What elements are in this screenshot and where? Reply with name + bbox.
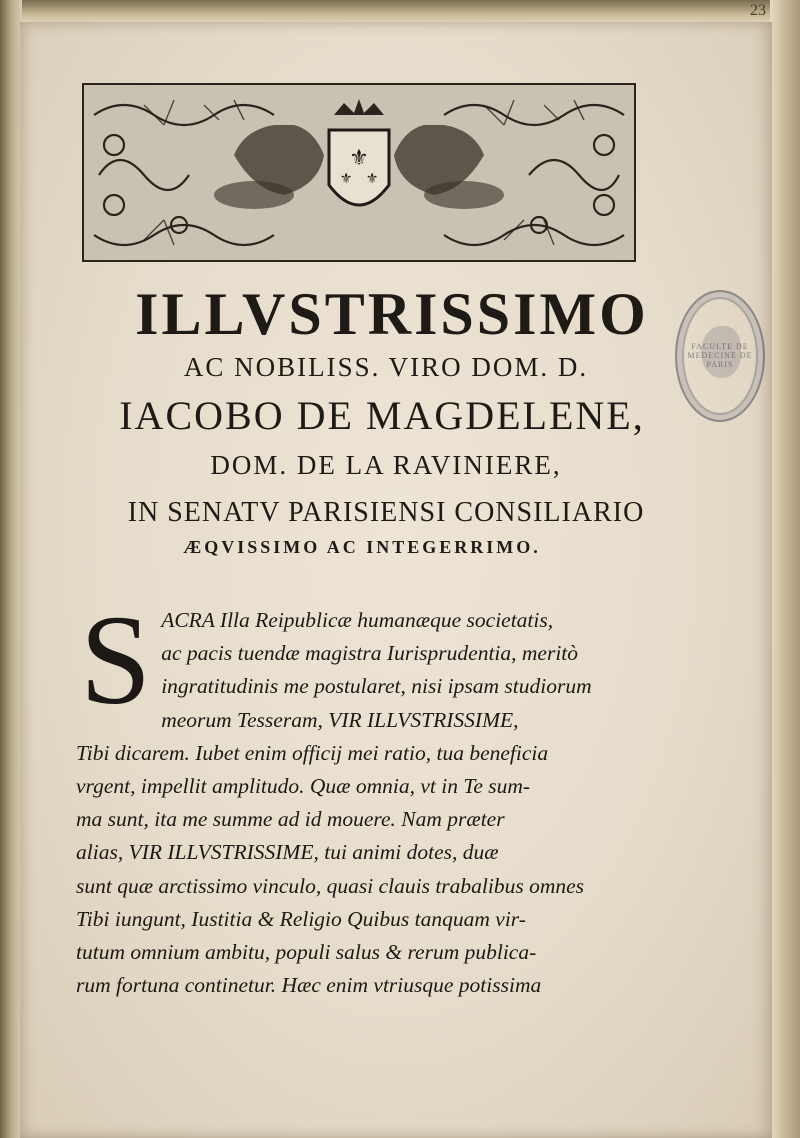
stamp-text: FACULTE DE MEDECINE DE PARIS xyxy=(687,342,753,369)
body-line: tutum omnium ambitu, populi salus & rerum publica- xyxy=(76,940,537,965)
body-line: ACRA Illa Reipublicæ humanæque societatis, xyxy=(161,608,554,632)
title-line-5: IN SENATV PARISIENSI CONSILIARIO xyxy=(127,497,645,528)
svg-text:⚜: ⚜ xyxy=(339,171,353,187)
dedication-body xyxy=(76,589,661,1002)
drop-cap: S xyxy=(80,589,152,731)
page-right-edge xyxy=(770,0,800,1138)
body-line: sunt quæ arctissimo vinculo, quasi clauis trabalibus omnes xyxy=(76,873,585,898)
page-left-edge xyxy=(0,0,22,1138)
body-line: Tibi dicarem. Iubet enim officij mei ratio, tua beneficia xyxy=(76,740,549,765)
body-line: ingratitudinis me postularet, nisi ipsam studiorum xyxy=(161,674,592,699)
title-line-3: IACOBO DE MAGDELENE, xyxy=(119,393,645,438)
body-line: ma sunt, ita me summe ad id mouere. Nam præter xyxy=(76,807,505,832)
body-line: Tibi iungunt, Iustitia & Religio Quibus tanquam vir- xyxy=(76,906,526,931)
title-line-4: DOM. DE LA RAVINIERE, xyxy=(210,450,562,480)
body-line: ac pacis tuendæ magistra Iurisprudentia, meritò xyxy=(161,641,579,666)
title-line-2: AC NOBILISS. VIRO DOM. D. xyxy=(183,352,589,382)
body-line: rum fortuna continetur. Hæc enim vtriusque potissima xyxy=(76,973,542,998)
title-line-6: ÆQVISSIMO AC INTEGERRIMO. xyxy=(183,537,541,557)
library-stamp-icon xyxy=(675,290,765,422)
body-line: meorum Tesseram, VIR ILLVSTRISSIME, xyxy=(161,707,519,732)
body-line: vrgent, impellit amplitudo. Quæ omnia, vt in Te sum- xyxy=(76,774,531,799)
svg-text:⚜: ⚜ xyxy=(349,146,369,171)
svg-text:⚜: ⚜ xyxy=(365,171,379,187)
body-line: alias, VIR ILLVSTRISSIME, tui animi dotes, duæ xyxy=(76,840,499,865)
page-top-edge xyxy=(0,0,800,24)
title-line-1: ILLVSTRISSIMO xyxy=(135,281,649,347)
ornamental-headpiece-icon xyxy=(82,83,636,262)
page-number: 23 xyxy=(750,2,766,19)
